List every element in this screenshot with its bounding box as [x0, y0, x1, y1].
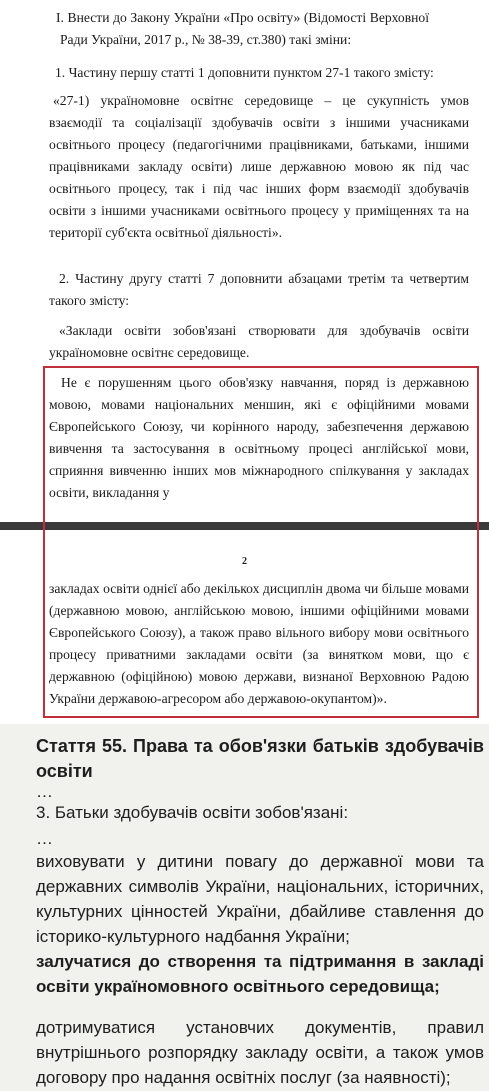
- highlighted-paragraph-part-2: закладах освіти однієї або декількох дисциплін двома чи більше мовами (державною мовою, англійською мовою, іншими офіційними мовами Європейського Союзу), а також право вільного вибору мови освітнього процесу приватними закладами освіти (за винятком мови, що є державною (офіційною) мовою держави, визнаної Верховною Радою України державою-агресором або державою-окупантом)».: [49, 581, 469, 706]
- highlight-box: [43, 366, 479, 718]
- definition-quote: «27-1) україномовне освітнє середовище – це сукупність умов взаємодії та соціалізації здобувачів освіти з іншими учасниками освітнього процесу (педагогічними працівниками, батьками, іншими працівниками закладу освіти) лише державною мовою як під час освітнього процесу, так і під час інших форм взаємодії здобувачів освіти з іншими учасниками освітнього процесу у приміщеннях та на території суб'єкта освітньої діяльності».: [49, 93, 469, 240]
- duty-language-environment: залучатися до створення та підтримання в закладі освіти україномовного освітнього середовища;: [36, 952, 484, 996]
- amendment-item-1: 1. Частину першу статті 1 доповнити пунктом 27-1 такого змісту:: [55, 65, 434, 80]
- page-number: 2: [242, 556, 247, 567]
- amendment-intro: І. Внести до Закону України «Про освіту» (Відомості Верховної Ради України, 2017 р., № 38-39, ст.380) такі зміни:: [56, 10, 429, 47]
- duty-follow-rules: дотримуватися установчих документів, правил внутрішнього розпорядку закладу освіти, а також умов договору про надання освітніх послуг (за наявності);: [36, 1018, 484, 1087]
- amendment-item-2: 2. Частину другу статті 7 доповнити абзацами третім та четвертим такого змісту:: [49, 271, 469, 308]
- ellipsis-2: …: [36, 829, 53, 848]
- highlighted-paragraph-part-1: Не є порушенням цього обов'язку навчання, поряд із державною мовою, мовами національних меншин, які є офіційними мовами Європейського Союзу, чи корінного народу, забезпечення державою вивчення та застосування в освітньому процесі англійської мови, сприяння вивченню інших мов міжнародного спілкування у закладах освіти, викладання у: [49, 375, 469, 500]
- article7-quote: «Заклади освіти зобов'язані створювати для здобувачів освіти україномовне освітнє середовище.: [49, 323, 469, 360]
- point-3: 3. Батьки здобувачів освіти зобов'язані:: [36, 803, 349, 822]
- duty-respect-language: виховувати у дитини повагу до державної мови та державних символів України, національних, історичних, культурних цінностей України, дбайливе ставлення до історико-культурного надбання України;: [36, 852, 484, 946]
- ellipsis-1: …: [36, 782, 53, 801]
- article-title: Стаття 55. Права та обов'язки батьків здобувачів освіти: [36, 736, 484, 781]
- article-55-scan: [0, 724, 489, 1091]
